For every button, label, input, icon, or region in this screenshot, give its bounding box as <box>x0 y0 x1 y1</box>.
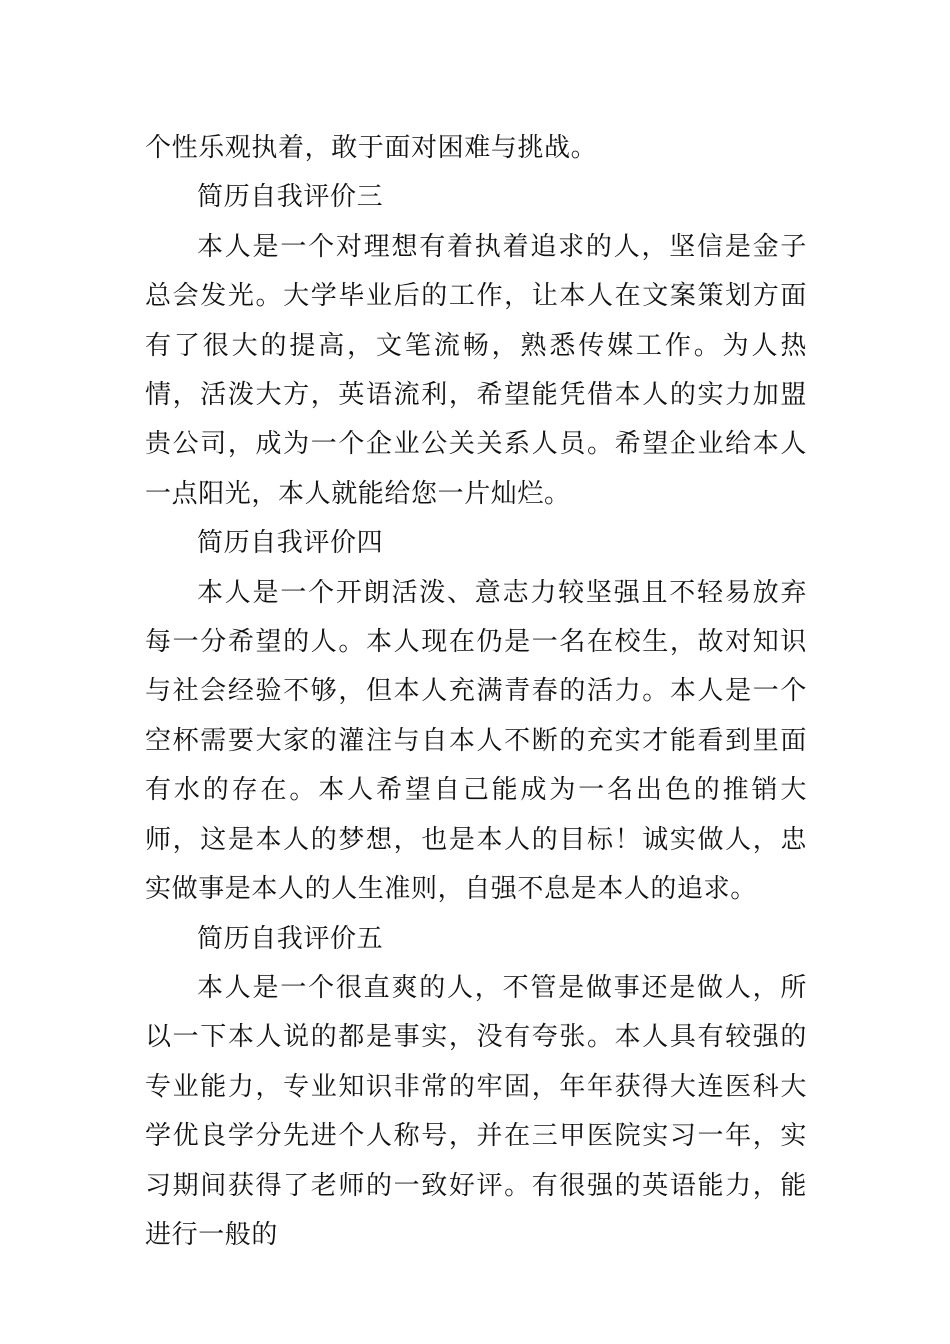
document-body <box>145 124 807 1260</box>
paragraph-evaluation-four: 本人是一个开朗活泼、意志力较坚强且不轻易放弃每一分希望的人。本人现在仍是一名在校生，故对知识与社会经验不够，但本人充满青春的活力。本人是一个空杯需要大家的灌注与自本人不断的充实才能看到里面有水的存在。本人希望自己能成为一名出色的推销大师，这是本人的梦想，也是本人的目标！诚实做人，忠实做事是本人的人生准则，自强不息是本人的追求。 <box>145 577 807 905</box>
section-heading-four: 简历自我评价四 <box>197 528 384 559</box>
section-heading-three: 简历自我评价三 <box>197 182 384 213</box>
paragraph-evaluation-five: 本人是一个很直爽的人，不管是做事还是做人，所以一下本人说的都是事实，没有夸张。本人具有较强的专业能力，专业知识非常的牢固，年年获得大连医科大学优良学分先进个人称号，并在三甲医院实习一年，实习期间获得了老师的一致好评。有很强的英语能力，能进行一般的 <box>145 972 807 1250</box>
paragraph-continuation: 个性乐观执着，敢于面对困难与挑战。 <box>145 133 598 163</box>
section-heading-five: 简历自我评价五 <box>197 923 384 954</box>
paragraph-evaluation-three: 本人是一个对理想有着执着追求的人，坚信是金子总会发光。大学毕业后的工作，让本人在文案策划方面有了很大的提高，文笔流畅，熟悉传媒工作。为人热情，活泼大方，英语流利，希望能凭借本人的实力加盟贵公司，成为一个企业公关关系人员。希望企业给本人一点阳光，本人就能给您一片灿烂。 <box>145 231 807 509</box>
